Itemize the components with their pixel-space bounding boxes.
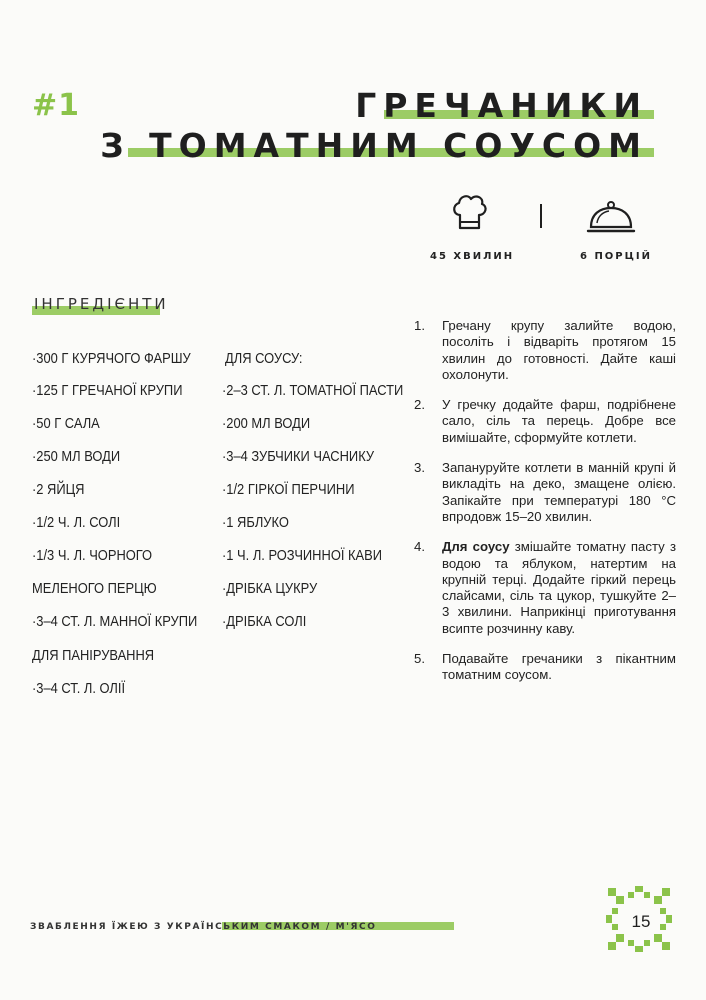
meta-divider bbox=[540, 204, 542, 228]
ingredient-item: МЕЛЕНОГО ПЕРЦЮ bbox=[32, 580, 157, 597]
cloche-icon bbox=[586, 199, 636, 239]
ingredient-item: ·1 ЯБЛУКО bbox=[222, 514, 289, 531]
ingredient-item: ·200 МЛ ВОДИ bbox=[222, 415, 311, 432]
servings-label: 6 ПОРЦІЙ bbox=[580, 251, 653, 262]
ingredient-item: ·1/2 ГІРКОЇ ПЕРЧИНИ bbox=[222, 481, 355, 498]
ingredient-item: ·50 Г САЛА bbox=[32, 415, 100, 432]
ingredient-item: ·1/3 Ч. Л. ЧОРНОГО bbox=[32, 547, 153, 564]
steps-list bbox=[414, 318, 676, 698]
cook-time-label: 45 ХВИЛИН bbox=[430, 251, 515, 262]
step-item bbox=[414, 460, 676, 525]
ingredient-item: ·ДРІБКА СОЛІ bbox=[222, 613, 307, 630]
ingredient-item: ·3–4 ЗУБЧИКИ ЧАСНИКУ bbox=[222, 448, 375, 465]
ingredient-item: ·3–4 СТ. Л. МАННОЇ КРУПИ bbox=[32, 613, 198, 630]
ingredient-item: ·125 Г ГРЕЧАНОЇ КРУПИ bbox=[32, 382, 183, 399]
ingredient-item: ·250 МЛ ВОДИ bbox=[32, 448, 121, 465]
step-text: Запануруйте котлети в манній крупі й викладіть на деко, змащене олією. Запікайте при температурі 180 °С впродовж 15–20 хвилин. bbox=[442, 460, 676, 524]
recipe-number: #1 bbox=[32, 88, 81, 123]
step-text: Подавайте гречаники з пікантним томатним соусом. bbox=[442, 651, 676, 683]
step-bold-text: Для соусу bbox=[442, 539, 510, 555]
step-text: змішайте томатну пасту з водою та яблуком, натертим на крупній терці. Додайте гіркий перець слайсами, сіль та цукор, тушкуйте 2–3 хвилини. Наприкінці приготування всипте розчинну каву. bbox=[442, 539, 676, 636]
ingredient-item: ·2 ЯЙЦЯ bbox=[32, 481, 85, 498]
ingredients-title: ІНГРЕДІЄНТИ bbox=[34, 295, 169, 313]
footer-text: ЗВАБЛЕННЯ ЇЖЕЮ З УКРАЇНСЬКИМ СМАКОМ / М'ЯСО bbox=[30, 922, 377, 932]
step-text: У гречку додайте фарш, подрібнене сало, сіль та перець. Добре все вимішайте, сформуйте котлети. bbox=[442, 397, 676, 445]
ingredient-item: ДЛЯ ПАНІРУВАННЯ bbox=[32, 647, 155, 664]
recipe-title-line2: З ТОМАТНИМ СОУСОМ bbox=[100, 126, 648, 165]
step-number: 2. bbox=[414, 397, 425, 413]
page-number: 15 bbox=[631, 912, 651, 931]
step-item bbox=[414, 539, 676, 637]
step-number: 4. bbox=[414, 539, 425, 555]
ingredient-item: ·1/2 Ч. Л. СОЛІ bbox=[32, 514, 121, 531]
ingredient-item: ·2–3 СТ. Л. ТОМАТНОЇ ПАСТИ bbox=[222, 382, 404, 399]
ingredient-item: ·3–4 СТ. Л. ОЛІЇ bbox=[32, 680, 126, 697]
step-number: 1. bbox=[414, 318, 425, 333]
step-number: 5. bbox=[414, 651, 425, 667]
ingredient-item: ·300 Г КУРЯЧОГО ФАРШУ bbox=[32, 350, 191, 367]
ingredient-item: ·ДРІБКА ЦУКРУ bbox=[222, 580, 318, 597]
sauce-heading: ДЛЯ СОУСУ: bbox=[225, 350, 303, 367]
ingredient-item: ·1 Ч. Л. РОЗЧИННОЇ КАВИ bbox=[222, 547, 383, 564]
step-item bbox=[414, 651, 676, 684]
recipe-title-line1: ГРЕЧАНИКИ bbox=[355, 86, 648, 125]
step-item bbox=[414, 318, 676, 383]
step-item bbox=[414, 397, 676, 446]
chef-hat-icon bbox=[448, 191, 490, 233]
step-number: 3. bbox=[414, 460, 425, 476]
step-text: Гречану крупу залийте водою, посоліть і відваріть протягом 15 хвилин до готовності. Дайте каші охолонути. bbox=[442, 318, 676, 382]
